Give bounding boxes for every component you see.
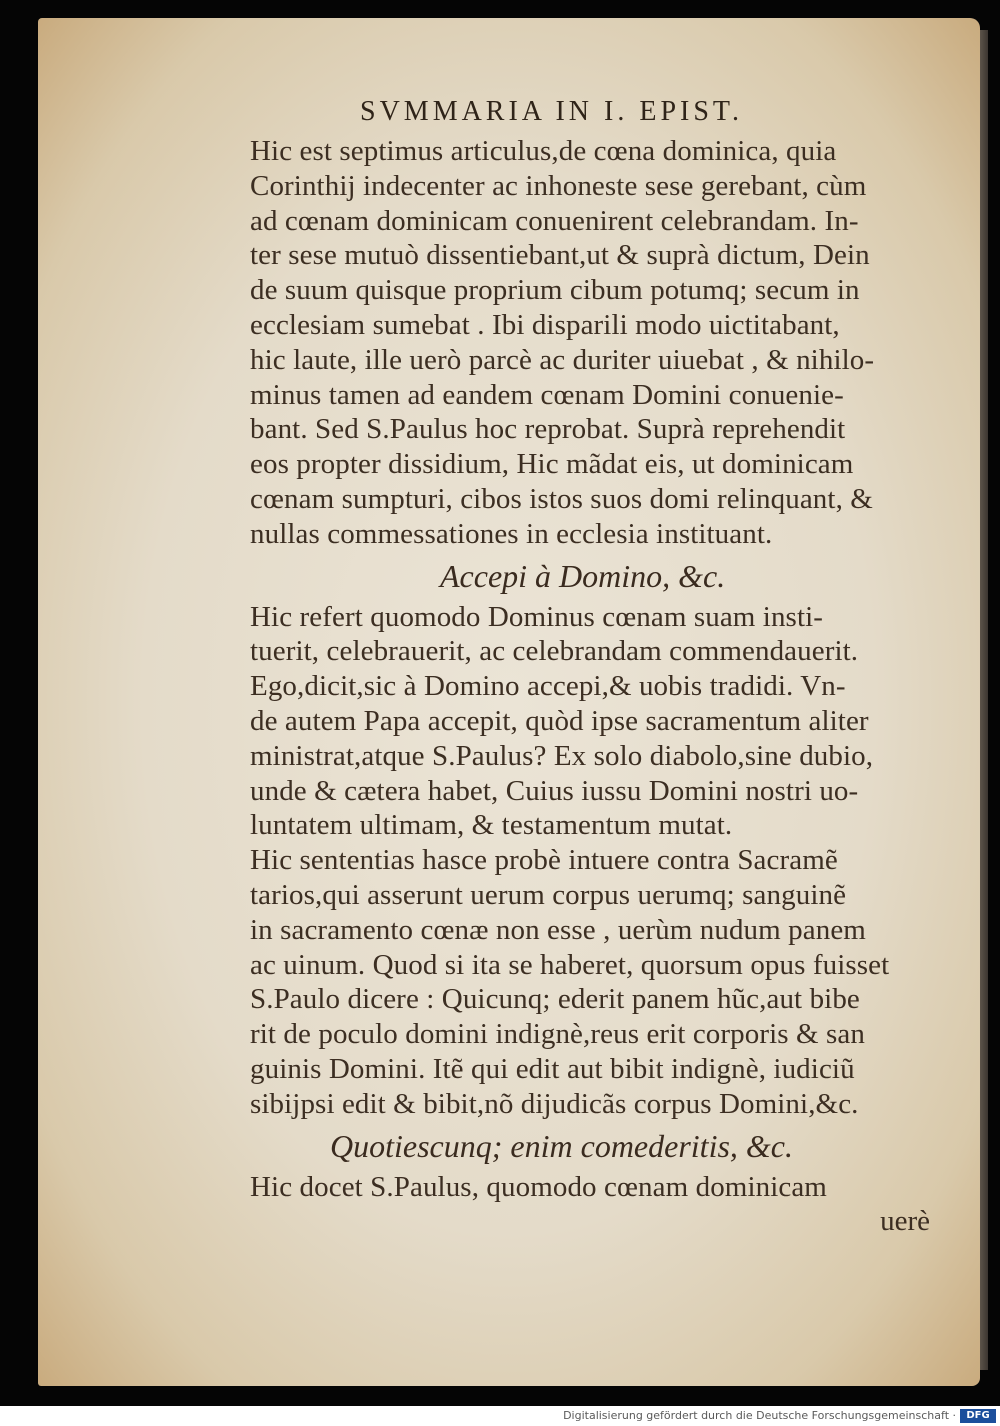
text-line: de suum quisque proprium cibum potumq; secum in [250, 274, 860, 307]
dfg-logo: DFG [960, 1409, 996, 1423]
text-line: sibijpsi edit & bibit,nõ dijudicãs corpus Domini,&c. [250, 1087, 859, 1120]
running-head: SVMMARIA IN I. EPIST. [360, 96, 743, 127]
text-line: Corinthij indecenter ac inhoneste sese gerebant, cùm [250, 169, 867, 202]
text-line: cœnam sumpturi, cibos istos suos domi relinquant, & [250, 482, 873, 515]
text-line: ecclesiam sumebat . Ibi disparili modo uictitabant, [250, 308, 840, 341]
text-line: Hic docet S.Paulus, quomodo cœnam dominicam [250, 1170, 827, 1203]
paragraph-1 [250, 134, 940, 552]
text-line: bant. Sed S.Paulus hoc reprobat. Suprà reprehendit [250, 413, 846, 446]
text-line: Ego,dicit,sic à Domino accepi,& uobis tradidi. Vn- [250, 670, 846, 703]
text-line: ac uinum. Quod si ita se haberet, quorsum opus fuisset [250, 948, 890, 981]
section-heading-accepi: Accepi à Domino, &c. [440, 557, 726, 594]
text-line: Hic sententias hasce probè intuere contra Sacramẽ [250, 844, 838, 877]
text-line: hic laute, ille uerò parcè ac duriter uiuebat , & nihilo- [250, 343, 875, 376]
text-line: in sacramento cœnæ non esse , uerùm nudum panem [250, 913, 866, 946]
text-line: tarios,qui asserunt uerum corpus uerumq; sanguinẽ [250, 878, 847, 911]
text-line: luntatem ultimam, & testamentum mutat. [250, 809, 733, 842]
section-heading-quotiescunque: Quotiescunq; enim comederitis, &c. [330, 1127, 793, 1164]
text-line: rit de poculo domini indignè,reus erit corporis & san [250, 1018, 865, 1051]
text-line: ministrat,atque S.Paulus? Ex solo diabolo,sine dubio, [250, 739, 874, 772]
paragraph-4 [250, 1170, 940, 1205]
text-line: Hic est septimus articulus,de cœna dominica, quia [250, 135, 837, 167]
digitization-footer [0, 1406, 1000, 1426]
catchword: uerè [880, 1205, 930, 1238]
text-line: minus tamen ad eandem cœnam Domini conuenie- [250, 378, 844, 411]
text-line: de autem Papa accepit, quòd ipse sacramentum aliter [250, 704, 869, 737]
text-line: unde & cætera habet, Cuius iussu Domini nostri uo- [250, 774, 859, 807]
paragraph-3 [250, 843, 940, 1121]
page-text [250, 92, 940, 1238]
text-line: eos propter dissidium, Hic mãdat eis, ut dominicam [250, 448, 854, 481]
text-line: ad cœnam dominicam conuenirent celebrandam. In- [250, 204, 859, 237]
text-line: guinis Domini. Itẽ qui edit aut bibit indignè, iudiciũ [250, 1052, 855, 1085]
text-line: nullas commessationes in ecclesia instituant. [250, 517, 773, 550]
text-line: tuerit, celebrauerit, ac celebrandam commendauerit. [250, 635, 859, 668]
text-line: S.Paulo dicere : Quicunq; ederit panem hũc,aut bibe [250, 983, 860, 1016]
text-line: Hic refert quomodo Dominus cœnam suam insti- [250, 600, 824, 633]
text-line: ter sese mutuò dissentiebant,ut & suprà dictum, Dein [250, 239, 870, 272]
footer-credit: Digitalisierung gefördert durch die Deutsche Forschungsgemeinschaft · [563, 1409, 956, 1422]
paragraph-2 [250, 600, 940, 844]
